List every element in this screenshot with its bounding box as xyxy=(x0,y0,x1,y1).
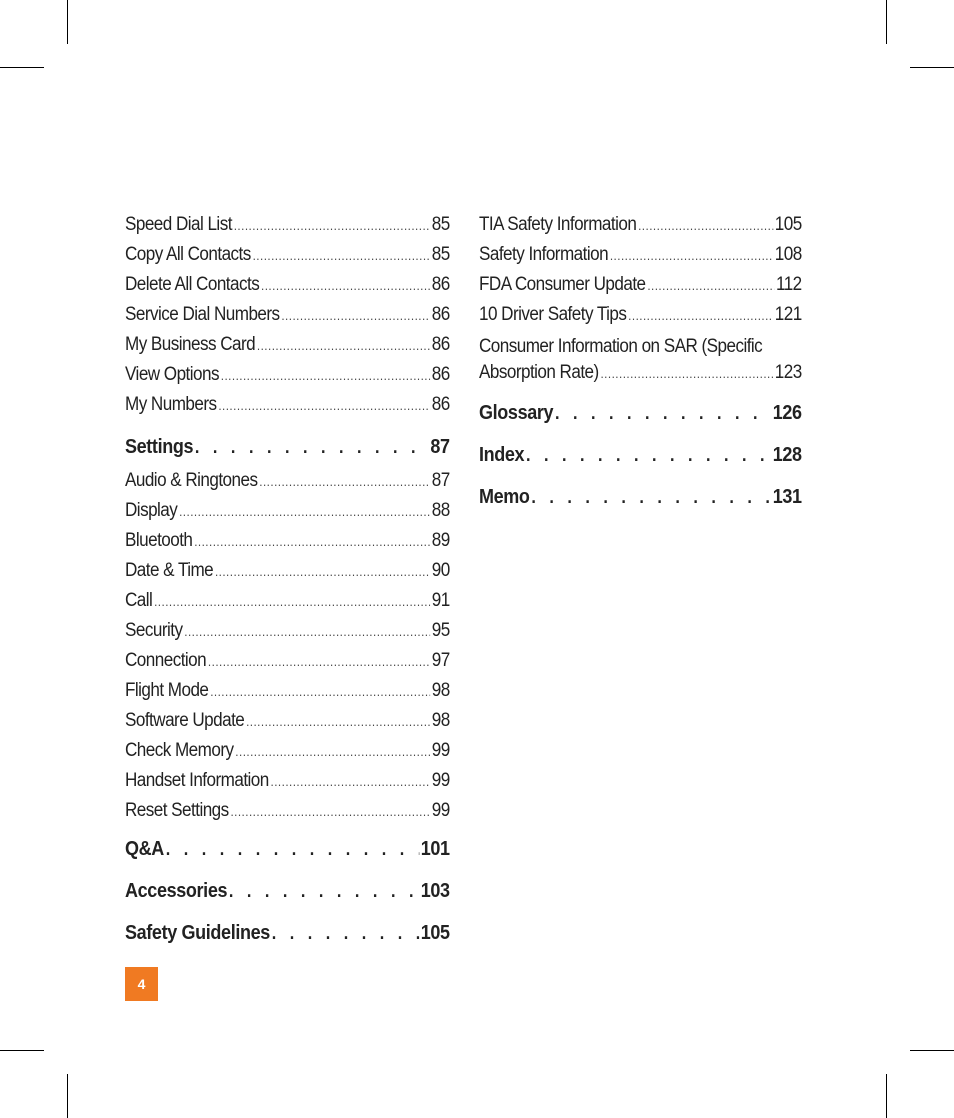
toc-entry-page: 112 xyxy=(776,274,802,295)
toc-entry-page: 95 xyxy=(431,620,450,641)
toc-entry-page: 99 xyxy=(431,770,450,791)
toc-entry[interactable] xyxy=(125,556,450,586)
dot-leader xyxy=(210,677,430,707)
toc-entry-page: 85 xyxy=(431,214,450,235)
toc-entry-page: 91 xyxy=(431,590,450,611)
toc-entry[interactable] xyxy=(125,676,450,706)
toc-section-label: Index xyxy=(479,444,525,466)
toc-entry-page: 86 xyxy=(431,364,450,385)
toc-section-safety-guidelines[interactable] xyxy=(125,914,450,952)
dot-leader xyxy=(179,497,430,527)
toc-entry[interactable] xyxy=(125,240,450,270)
toc-entry-line2 xyxy=(479,360,802,386)
toc-entry[interactable] xyxy=(479,240,802,270)
toc-section-page: 131 xyxy=(772,486,802,508)
toc-section-page: 101 xyxy=(420,838,450,860)
toc-section-glossary[interactable] xyxy=(479,394,802,432)
toc-entry-page: 98 xyxy=(431,680,450,701)
toc-entry-page: 90 xyxy=(431,560,450,581)
toc-entry-label: Connection xyxy=(125,650,207,671)
toc-section-page: 87 xyxy=(430,436,450,458)
toc-entry-label: Reset Settings xyxy=(125,800,229,821)
dot-leader xyxy=(184,617,430,647)
dot-leader xyxy=(638,211,773,241)
toc-section-label: Glossary xyxy=(479,402,554,424)
toc-section-memo[interactable] xyxy=(479,478,802,516)
toc-entry-page: 98 xyxy=(431,710,450,731)
toc-entry[interactable] xyxy=(479,270,802,300)
toc-entry-page: 88 xyxy=(431,500,450,521)
toc-entry-page: 99 xyxy=(431,740,450,761)
toc-entry-page: 87 xyxy=(431,470,450,491)
toc-entry[interactable] xyxy=(479,300,802,330)
toc-entry-label: Speed Dial List xyxy=(125,214,232,235)
toc-entry-label: Flight Mode xyxy=(125,680,209,701)
toc-entry-page: 123 xyxy=(774,362,802,383)
toc-entry-label: Safety Information xyxy=(479,244,609,265)
toc-entry-label-line1: Consumer Information on SAR (Specific xyxy=(479,336,763,357)
dot-leader xyxy=(208,647,430,677)
dot-leader xyxy=(154,587,430,617)
toc-section-page: 128 xyxy=(772,444,802,466)
toc-entry-page: 121 xyxy=(774,304,802,325)
toc-entry[interactable] xyxy=(125,646,450,676)
toc-entry-label: My Business Card xyxy=(125,334,256,355)
toc-entry[interactable] xyxy=(125,270,450,300)
toc-right-column xyxy=(479,210,802,516)
toc-entry-label: Bluetooth xyxy=(125,530,193,551)
page-number-badge: 4 xyxy=(125,967,158,1001)
dot-leader xyxy=(526,436,771,474)
dot-leader xyxy=(647,271,774,301)
dot-leader xyxy=(531,478,771,516)
toc-entry[interactable] xyxy=(125,496,450,526)
toc-entry[interactable] xyxy=(125,210,450,240)
toc-entry-page: 86 xyxy=(431,304,450,325)
toc-entry-label: TIA Safety Information xyxy=(479,214,637,235)
toc-entry-label: Check Memory xyxy=(125,740,234,761)
dot-leader xyxy=(229,872,419,910)
toc-entry[interactable] xyxy=(125,466,450,496)
dot-leader xyxy=(215,557,430,587)
toc-entry-page: 85 xyxy=(431,244,450,265)
toc-entry-page: 86 xyxy=(431,334,450,355)
toc-entry-label: Display xyxy=(125,500,178,521)
crop-mark xyxy=(886,0,887,44)
dot-leader xyxy=(272,914,419,952)
toc-entry-page: 99 xyxy=(431,800,450,821)
toc-entry[interactable] xyxy=(125,796,450,826)
toc-entry-label: Audio & Ringtones xyxy=(125,470,258,491)
toc-entry-label: Delete All Contacts xyxy=(125,274,260,295)
toc-entry-label: Security xyxy=(125,620,183,641)
dot-leader xyxy=(259,467,430,497)
toc-entry[interactable] xyxy=(125,526,450,556)
toc-entry-label: Service Dial Numbers xyxy=(125,304,280,325)
dot-leader xyxy=(195,428,429,466)
dot-leader xyxy=(271,767,430,797)
crop-mark xyxy=(0,67,44,68)
crop-mark xyxy=(910,1050,954,1051)
toc-section-page: 105 xyxy=(420,922,450,944)
toc-entry-label-line2: Absorption Rate) xyxy=(479,362,599,383)
dot-leader xyxy=(253,241,430,271)
toc-section-page: 103 xyxy=(420,880,450,902)
toc-entry-label: Handset Information xyxy=(125,770,269,791)
toc-entry[interactable] xyxy=(125,300,450,330)
toc-entry-label: Copy All Contacts xyxy=(125,244,251,265)
toc-entry[interactable] xyxy=(125,736,450,766)
toc-section-label: Accessories xyxy=(125,880,228,902)
toc-entry-label: My Numbers xyxy=(125,394,217,415)
dot-leader xyxy=(555,394,771,432)
toc-section-label: Safety Guidelines xyxy=(125,922,270,944)
toc-entry-label: Call xyxy=(125,590,153,611)
dot-leader xyxy=(230,797,429,827)
crop-mark xyxy=(67,0,68,44)
toc-entry-page: 108 xyxy=(774,244,802,265)
toc-section-accessories[interactable] xyxy=(125,872,450,910)
toc-entry-label: Date & Time xyxy=(125,560,214,581)
toc-section-label: Q&A xyxy=(125,838,164,860)
toc-section-page: 126 xyxy=(772,402,802,424)
toc-entry-sar[interactable] xyxy=(479,330,802,386)
dot-leader xyxy=(194,527,430,557)
dot-leader xyxy=(610,241,773,271)
crop-mark xyxy=(886,1074,887,1118)
toc-entry[interactable] xyxy=(125,766,450,796)
toc-section-index[interactable] xyxy=(479,436,802,474)
dot-leader xyxy=(600,361,772,387)
toc-left-column xyxy=(125,210,450,952)
dot-leader xyxy=(246,707,430,737)
toc-section-label: Settings xyxy=(125,436,194,458)
dot-leader xyxy=(218,391,430,421)
dot-leader xyxy=(628,301,773,331)
toc-entry[interactable] xyxy=(125,616,450,646)
dot-leader xyxy=(235,737,430,767)
toc-entry-page: 89 xyxy=(431,530,450,551)
toc-entry[interactable] xyxy=(125,586,450,616)
dot-leader xyxy=(166,830,419,868)
dot-leader xyxy=(234,211,430,241)
toc-entry-page: 86 xyxy=(431,274,450,295)
toc-entry-label: FDA Consumer Update xyxy=(479,274,646,295)
toc-entry[interactable] xyxy=(125,330,450,360)
toc-entry-label: 10 Driver Safety Tips xyxy=(479,304,627,325)
toc-entry-page: 86 xyxy=(431,394,450,415)
toc-section-qa[interactable] xyxy=(125,830,450,868)
toc-entry[interactable] xyxy=(125,706,450,736)
toc-entry-page: 105 xyxy=(774,214,802,235)
dot-leader xyxy=(221,361,430,391)
toc-entry-label: Software Update xyxy=(125,710,245,731)
dot-leader xyxy=(281,301,430,331)
toc-entry-page: 97 xyxy=(431,650,450,671)
crop-mark xyxy=(910,67,954,68)
toc-entry[interactable] xyxy=(125,390,450,420)
toc-entry[interactable] xyxy=(125,360,450,390)
crop-mark xyxy=(67,1074,68,1118)
toc-section-label: Memo xyxy=(479,486,530,508)
toc-entry[interactable] xyxy=(479,210,802,240)
crop-mark xyxy=(0,1050,44,1051)
dot-leader xyxy=(261,271,430,301)
dot-leader xyxy=(257,331,430,361)
toc-entry-label: View Options xyxy=(125,364,219,385)
toc-section-settings[interactable] xyxy=(125,428,450,466)
